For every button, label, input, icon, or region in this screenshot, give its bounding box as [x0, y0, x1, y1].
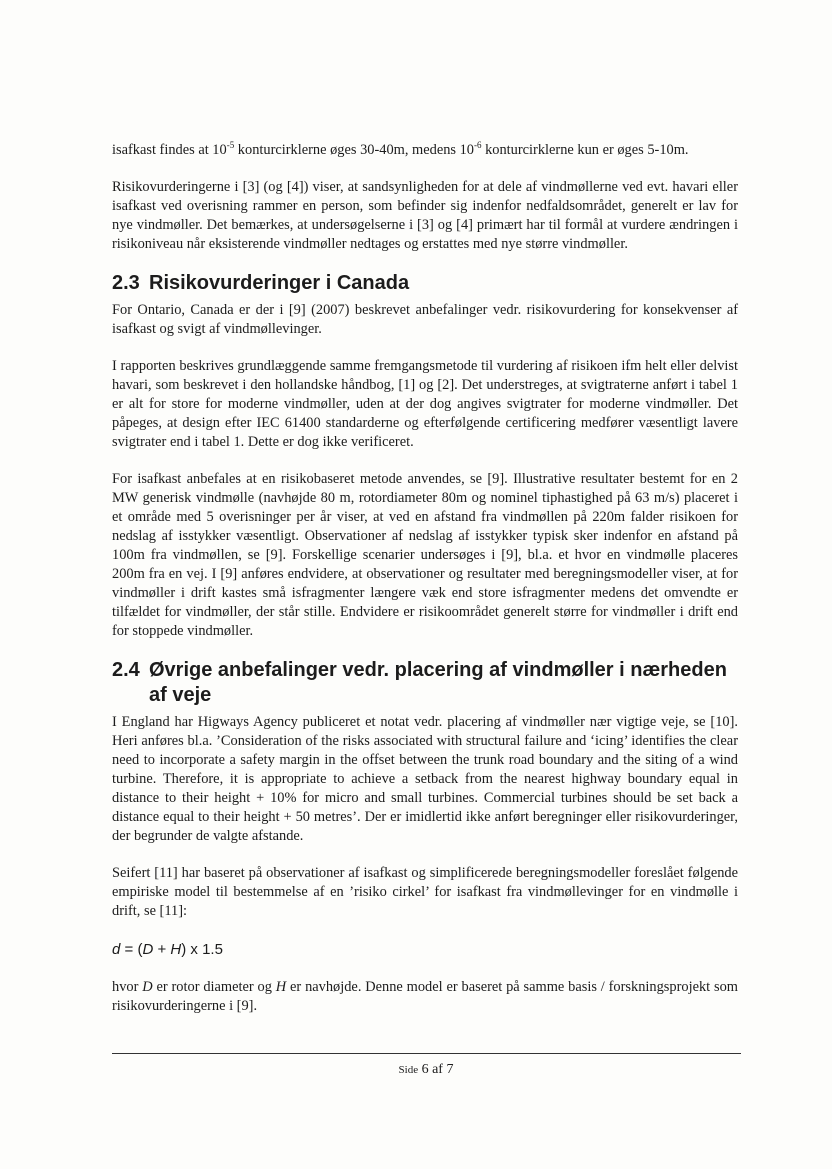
- section-title: Risikovurderinger i Canada: [149, 272, 410, 294]
- section-title: Øvrige anbefalinger vedr. placering af vindmøller i nærheden af veje: [149, 659, 727, 706]
- exponent: -5: [226, 140, 235, 151]
- text-run: konturcirklerne øges 30-40m, medens 10: [234, 142, 474, 158]
- page-footer: [0, 1062, 832, 1078]
- formula-op: +: [153, 941, 171, 958]
- formula-risk-circle: [112, 941, 738, 958]
- footer-prefix: Side: [398, 1064, 419, 1076]
- text-run: er rotor diameter og: [152, 979, 276, 995]
- paragraph-variables: [112, 978, 738, 1016]
- formula-op: = (: [120, 941, 143, 958]
- paragraph-isafkast-risk: For isafkast anbefales at en risikobaseret metode anvendes, se [9]. Illustrative resultater bestemt for en 2 MW generisk vindmølle (navhøjde 80 m, rotordiameter 80m og nominel tiphastighed på 63 m/s) placeret i et område med 5 overisninger per år viser, at ved en afstand fra vindmøllen på 220m falder risikoen for nedslag af isstykker væsentligt. Observationer af nedslag af isstykker typisk sker indenfor en afstand på 100m fra vindmøllen, se [9]. Forskellige scenarier undersøges i [9], bl.a. et hvor en vindmølle placeres 200m fra en vej. I [9] anføres endvidere, at observationer og resultater med beregningsmodeller viser, at for vindmøller i drift kastes små isfragmenter længere væk end store isfragmenter medens det omvendte er tilfældet for vindmøller, der står stille. Endvidere er risikoområdet generelt større for vindmøller i drift end for stoppede vindmøller.: [112, 471, 738, 639]
- footer-page-total: 7: [446, 1062, 454, 1077]
- paragraph-isafkast-contours: [112, 141, 738, 160]
- variable: D: [142, 979, 153, 995]
- page-content: [112, 141, 738, 1016]
- paragraph-england: I England har Higways Agency publiceret et notat vedr. placering af vindmøller nær vigtige veje, se [10]. Heri anføres bl.a. ’Consideration of the risks associated with structural failure and ‘icing’ identifies the clear need to incorporate a safety margin in the offset between the trunk road boundary and the siting of a wind turbine. Therefore, it is appropriate to achieve a setback from the nearest highway boundary equal in distance to their height + 10% for micro and small turbines. Commercial turbines should be set back a distance equal to their height + 50 metres’. Der er imidlertid ikke anført beregninger eller risikovurderinger, der begrunder de valgte afstande.: [112, 714, 738, 844]
- section-heading-2-3: [112, 271, 738, 296]
- exponent: -6: [474, 140, 482, 151]
- footer-separator: af: [432, 1062, 443, 1077]
- paragraph-report-method: I rapporten beskrives grundlæggende samme fremgangsmetode til vurdering af risikoen ifm helt eller delvist havari, som beskrevet i den hollandske håndbog, [1] og [2]. Det understreges, at svigtraterne anført i tabel 1 er alt for store for moderne vindmøller, uden at der dog angives svigtrater for moderne vindmøller. Det påpeges, at design efter IEC 61400 standarderne og efterfølgende certificering medfører væsentligt lavere svigtrater end i tabel 1. Dette er dog ikke verificeret.: [112, 358, 738, 450]
- text-run: er navhøjde. Denne model er baseret på samme basis / forskningsprojekt som risikovurderingerne i [9].: [112, 979, 738, 1014]
- formula-op: ) x 1.5: [181, 941, 223, 958]
- section-number: 2.4: [112, 659, 140, 681]
- paragraph-seifert: Seifert [11] har baseret på observationer af isafkast og simplificerede beregningsmodeller foreslået følgende empiriske model til bestemmelse af en ’risiko cirkel’ for isafkast fra vindmøllevinger for en vindmølle i drift, se [11]:: [112, 865, 738, 919]
- footer-divider: [112, 1053, 741, 1054]
- formula-var: H: [170, 941, 182, 958]
- text-run: konturcirklerne kun er øges 5-10m.: [481, 142, 689, 158]
- footer-page-number: 6: [421, 1062, 429, 1077]
- variable: H: [275, 979, 287, 995]
- formula-var: d: [112, 941, 121, 958]
- section-number: 2.3: [112, 272, 140, 294]
- paragraph-risk-assessment: Risikovurderingerne i [3] (og [4]) viser, at sandsynligheden for at dele af vindmøllerne ved evt. havari eller isafkast ved overisning rammer en person, som befinder sig indenfor nedfaldsområdet, generelt er lav for nye vindmøller. Det bemærkes, at undersøgelserne i [3] og [4] primært har til formål at vurdere ændringen i risikoniveau når eksisterende vindmøller nedtages og erstattes med nye større vindmøller.: [112, 179, 738, 252]
- formula-var: D: [142, 941, 154, 958]
- text-run: hvor: [112, 979, 143, 995]
- section-heading-2-4: [112, 658, 738, 708]
- paragraph-ontario: For Ontario, Canada er der i [9] (2007) beskrevet anbefalinger vedr. risikovurdering for konsekvenser af isafkast og svigt af vindmøllevinger.: [112, 302, 738, 337]
- text-run: isafkast findes at 10: [112, 142, 227, 158]
